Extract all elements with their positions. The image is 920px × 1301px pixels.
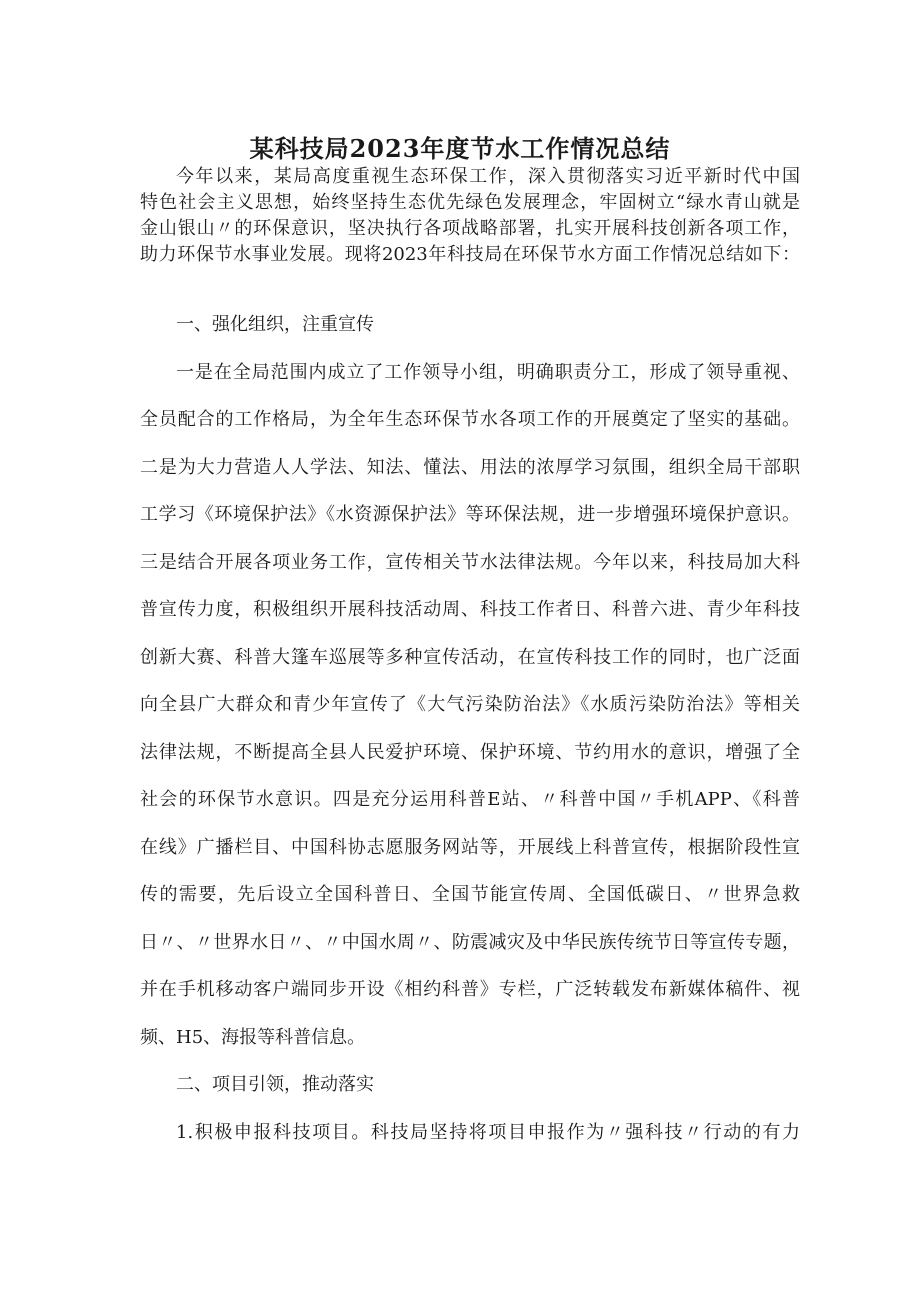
document-title: 某科技局2023年度节水工作情况总结 bbox=[249, 134, 671, 163]
body-line: 普宣传力度，积极组织开展科技活动周、科技工作者日、科普六进、青少年科技 bbox=[140, 599, 800, 620]
body-line: 创新大赛、科普大篷车巡展等多种宣传活动，在宣传科技工作的同时，也广泛面 bbox=[140, 646, 800, 668]
intro-line: 金山银山〃的环保意识，坚决执行各项战略部署，扎实开展科技创新各项工作， bbox=[140, 218, 800, 239]
intro-line: 特色社会主义思想，始终坚持生态优先绿色发展理念，牢固树立“绿水青山就是 bbox=[140, 192, 800, 213]
body-line: 一是在全局范围内成立了工作领导小组，明确职责分工，形成了领导重视、 bbox=[176, 361, 800, 383]
body-line: 法律法规，不断提高全县人民爱护环境、保护环境、节约用水的意识，增强了全 bbox=[140, 741, 800, 763]
body-line: 社会的环保节水意识。四是充分运用科普E站、〃科普中国〃手机APP、《科普 bbox=[140, 789, 800, 810]
body-line: 日〃、〃世界水日〃、〃中国水周〃、防震减灾及中华民族传统节日等宣传专题， bbox=[140, 931, 800, 953]
body-line: 三是结合开展各项业务工作，宣传相关节水法律法规。今年以来，科技局加大科 bbox=[140, 551, 800, 573]
body-line: 工学习《环境保护法》《水资源保护法》等环保法规，进一步增强环境保护意识。 bbox=[140, 504, 800, 525]
intro-line: 助力环保节水事业发展。现将2023年科技局在环保节水方面工作情况总结如下： bbox=[140, 244, 800, 265]
intro-paragraph bbox=[140, 164, 800, 268]
section-heading-1: 一、强化组织，注重宣传 bbox=[176, 314, 374, 335]
body-text bbox=[140, 301, 800, 1156]
body-line: 向全县广大群众和青少年宣传了《大气污染防治法》《水质污染防治法》等相关 bbox=[140, 694, 800, 715]
body-line: 并在手机移动客户端同步开设《相约科普》专栏，广泛转载发布新媒体稿件、视 bbox=[140, 979, 800, 1000]
section-heading-2: 二、项目引领，推动落实 bbox=[176, 1074, 374, 1095]
body-line: 全员配合的工作格局，为全年生态环保节水各项工作的开展奠定了坚实的基础。 bbox=[140, 409, 800, 430]
body-line: 频、H5、海报等科普信息。 bbox=[140, 1026, 366, 1048]
body-line: 在线》广播栏目、中国科协志愿服务网站等，开展线上科普宣传，根据阶段性宣 bbox=[140, 836, 800, 858]
body-line: 传的需要，先后设立全国科普日、全国节能宣传周、全国低碳日、〃世界急救 bbox=[140, 884, 800, 905]
intro-line: 今年以来，某局高度重视生态环保工作，深入贯彻落实习近平新时代中国 bbox=[176, 166, 800, 187]
body-line: 二是为大力营造人人学法、知法、懂法、用法的浓厚学习氛围，组织全局干部职 bbox=[140, 456, 800, 478]
body-line: 1.积极申报科技项目。科技局坚持将项目申报作为〃强科技〃行动的有力 bbox=[176, 1121, 800, 1143]
